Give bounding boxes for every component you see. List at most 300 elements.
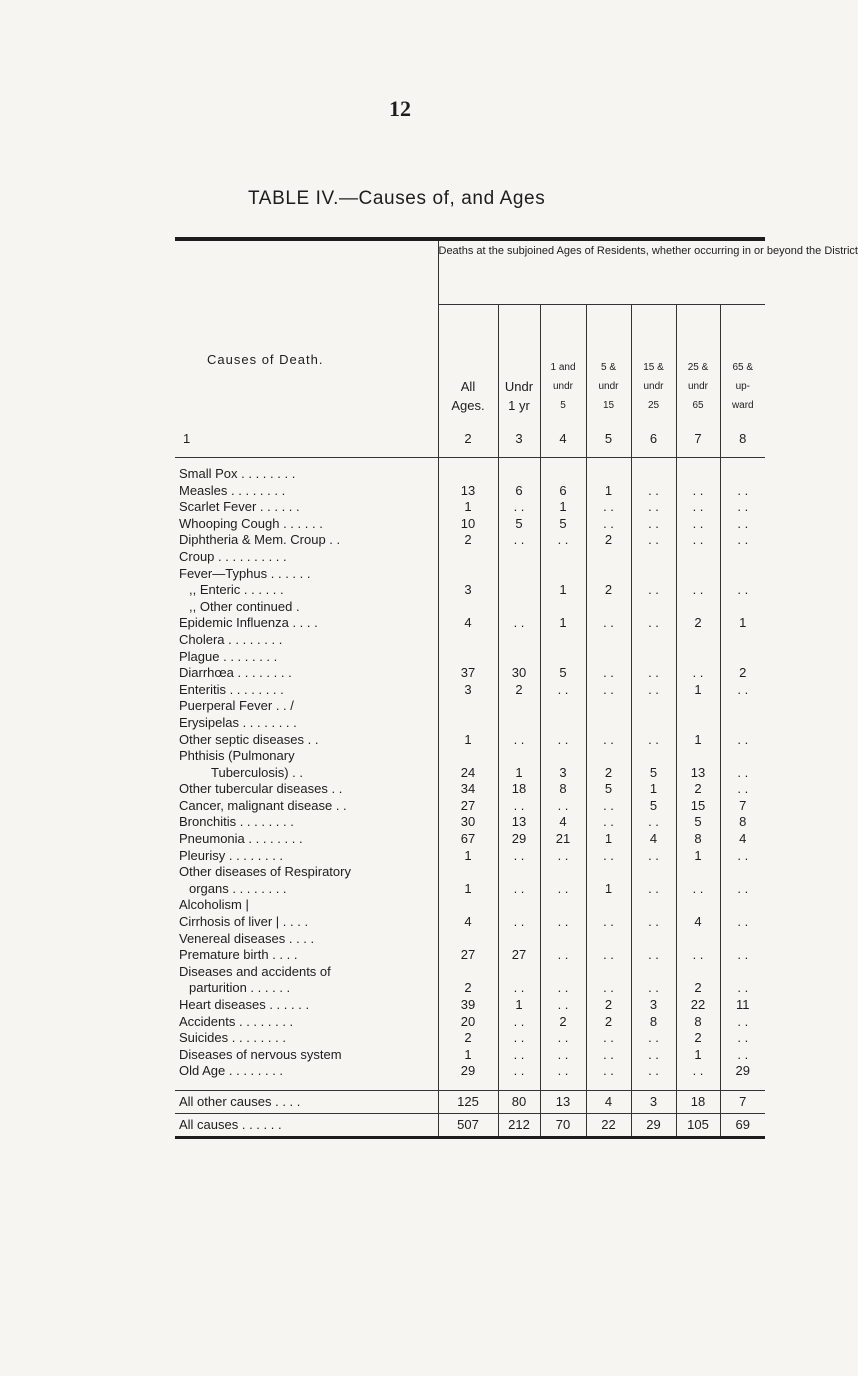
death-count-cell [676, 698, 720, 715]
death-count-cell: . . [631, 516, 676, 533]
column-number: 6 [631, 421, 676, 458]
death-count-cell: 5 [540, 665, 586, 682]
causes-header: Causes of Death. [207, 352, 324, 368]
cause-name: Epidemic Influenza . . . . [179, 615, 318, 631]
death-count-cell: 1 [540, 582, 586, 599]
column-number: 4 [540, 421, 586, 458]
death-count-cell: . . [676, 516, 720, 533]
column-number: 1 [175, 421, 438, 458]
death-count-cell: . . [540, 732, 586, 749]
table-row [175, 748, 765, 765]
column-header [720, 305, 765, 422]
death-count-cell: . . [586, 814, 631, 831]
cause-name: ,, Enteric . . . . . . [189, 582, 284, 598]
death-count-cell: . . [540, 881, 586, 898]
death-count-cell [498, 748, 540, 765]
table-row [175, 499, 765, 516]
table-row [175, 632, 765, 649]
death-count-cell: 3 [631, 997, 676, 1014]
death-count-cell: 8 [720, 814, 765, 831]
death-count-cell: . . [586, 615, 631, 632]
death-count-cell [631, 748, 676, 765]
column-header-line: Undr [504, 379, 534, 394]
death-count-cell [586, 599, 631, 616]
death-count-cell: . . [498, 499, 540, 516]
death-count-cell [676, 599, 720, 616]
cause-name: Fever—Typhus . . . . . . [179, 565, 311, 581]
death-count-cell: . . [631, 980, 676, 997]
death-count-cell: 30 [438, 814, 498, 831]
death-count-cell: 34 [438, 781, 498, 798]
death-count-cell: 8 [540, 781, 586, 798]
death-count-cell: . . [676, 483, 720, 500]
death-count-cell: 1 [676, 1047, 720, 1064]
death-count-cell [438, 715, 498, 732]
death-count-cell: . . [498, 848, 540, 865]
death-count-cell: 69 [720, 1113, 765, 1136]
death-count-cell: . . [540, 532, 586, 549]
death-count-cell: 1 [438, 1047, 498, 1064]
death-count-cell [540, 964, 586, 981]
death-count-cell: 7 [720, 1090, 765, 1113]
death-count-cell: . . [720, 881, 765, 898]
column-header-line: All [460, 379, 476, 394]
death-count-cell: 507 [438, 1113, 498, 1136]
column-number: 8 [720, 421, 765, 458]
cause-name: Enteritis . . . . . . . . [179, 681, 284, 697]
cause-name: Scarlet Fever . . . . . . [179, 499, 300, 515]
column-header-row [175, 305, 765, 422]
death-count-cell: . . [540, 914, 586, 931]
death-count-cell: . . [676, 1063, 720, 1080]
death-count-cell [631, 864, 676, 881]
death-count-cell: 125 [438, 1090, 498, 1113]
death-count-cell: 7 [720, 798, 765, 815]
table-row [175, 848, 765, 865]
death-count-cell: . . [540, 1063, 586, 1080]
death-count-cell: 212 [498, 1113, 540, 1136]
death-count-cell: 4 [438, 914, 498, 931]
table-row [175, 682, 765, 699]
death-count-cell: . . [631, 947, 676, 964]
death-count-cell [586, 466, 631, 483]
death-count-cell: . . [631, 532, 676, 549]
death-count-cell [540, 748, 586, 765]
column-number: 3 [498, 421, 540, 458]
death-count-cell: . . [720, 1014, 765, 1031]
death-count-cell: 2 [438, 980, 498, 997]
death-count-cell: 22 [586, 1113, 631, 1136]
death-count-cell [438, 649, 498, 666]
death-count-cell: 6 [540, 483, 586, 500]
death-count-cell: . . [720, 1047, 765, 1064]
death-count-cell: . . [498, 980, 540, 997]
super-header-row [175, 241, 765, 305]
table-row [175, 516, 765, 533]
death-count-cell: . . [720, 516, 765, 533]
death-count-cell: 70 [540, 1113, 586, 1136]
column-header-line: undr [598, 381, 619, 392]
death-count-cell: 105 [676, 1113, 720, 1136]
death-count-cell: 29 [498, 831, 540, 848]
death-count-cell: 5 [540, 516, 586, 533]
death-count-cell: . . [498, 1063, 540, 1080]
super-header: Deaths at the subjoined Ages of Residents, whether occurring in or beyond the District [438, 241, 765, 305]
column-header-line: ward [731, 400, 754, 411]
death-count-cell [586, 931, 631, 948]
death-count-cell [540, 599, 586, 616]
cause-name: Phthisis (Pulmonary [179, 748, 295, 764]
death-count-cell [676, 897, 720, 914]
death-count-cell [438, 964, 498, 981]
death-count-cell: . . [631, 682, 676, 699]
table-row [175, 947, 765, 964]
death-count-cell [540, 698, 586, 715]
column-header-line: up- [735, 381, 751, 392]
death-count-cell: . . [720, 483, 765, 500]
death-count-cell [438, 897, 498, 914]
death-count-cell: . . [631, 665, 676, 682]
table-row [175, 997, 765, 1014]
death-count-cell: 2 [438, 532, 498, 549]
cause-name: Puerperal Fever . . / [179, 698, 294, 714]
death-count-cell: 1 [438, 848, 498, 865]
death-count-cell: 29 [720, 1063, 765, 1080]
death-count-cell: . . [720, 848, 765, 865]
cause-name: Diarrhœa . . . . . . . . [179, 665, 292, 681]
death-count-cell [540, 715, 586, 732]
death-count-cell: . . [586, 665, 631, 682]
death-count-cell: . . [586, 914, 631, 931]
death-count-cell: . . [586, 1063, 631, 1080]
death-count-cell: . . [586, 1047, 631, 1064]
death-count-cell: 1 [676, 732, 720, 749]
table-row [175, 831, 765, 848]
death-count-cell: . . [720, 947, 765, 964]
death-count-cell [540, 566, 586, 583]
death-count-cell: 1 [586, 881, 631, 898]
table-row [175, 566, 765, 583]
death-count-cell: . . [586, 499, 631, 516]
death-count-cell: . . [631, 732, 676, 749]
death-count-cell: 80 [498, 1090, 540, 1113]
death-count-cell: 29 [631, 1113, 676, 1136]
death-count-cell: 2 [676, 781, 720, 798]
death-count-cell [631, 698, 676, 715]
death-count-cell [498, 864, 540, 881]
death-count-cell: . . [540, 682, 586, 699]
death-count-cell [720, 466, 765, 483]
death-count-cell: 3 [438, 582, 498, 599]
death-count-cell: 2 [586, 582, 631, 599]
table-row [175, 665, 765, 682]
death-count-cell: 2 [586, 532, 631, 549]
death-count-cell: 2 [676, 980, 720, 997]
death-count-cell [438, 599, 498, 616]
death-count-cell: 15 [676, 798, 720, 815]
death-count-cell: . . [540, 798, 586, 815]
death-count-cell [438, 632, 498, 649]
table-row [175, 732, 765, 749]
death-count-cell [540, 632, 586, 649]
death-count-cell: 10 [438, 516, 498, 533]
column-header-line: 1 and [550, 362, 576, 373]
column-header-line: 25 & [687, 362, 709, 373]
death-count-cell [720, 549, 765, 566]
death-count-cell: 20 [438, 1014, 498, 1031]
death-count-cell: . . [720, 980, 765, 997]
cause-name: All causes . . . . . . [175, 1113, 438, 1136]
death-count-cell: 1 [498, 765, 540, 782]
death-count-cell [631, 649, 676, 666]
death-count-cell: . . [676, 582, 720, 599]
death-count-cell: . . [720, 1030, 765, 1047]
death-count-cell [720, 897, 765, 914]
column-header-line: 5 [560, 400, 566, 411]
cause-name: Venereal diseases . . . . [179, 930, 315, 946]
death-count-cell [540, 864, 586, 881]
table-title: TABLE IV.—Causes of, and Ages [248, 188, 546, 209]
table-row [175, 582, 765, 599]
death-count-cell [631, 566, 676, 583]
cause-name: Other diseases of Respiratory [179, 864, 351, 880]
death-count-cell: 27 [438, 798, 498, 815]
death-count-cell: . . [720, 781, 765, 798]
death-count-cell: 1 [586, 831, 631, 848]
death-count-cell: 2 [498, 682, 540, 699]
death-count-cell: 1 [631, 781, 676, 798]
death-count-cell [498, 931, 540, 948]
death-count-cell [586, 698, 631, 715]
table-row [175, 615, 765, 632]
death-count-cell: . . [586, 980, 631, 997]
death-count-cell [676, 566, 720, 583]
death-count-cell [676, 864, 720, 881]
death-count-cell [540, 897, 586, 914]
column-number-row [175, 421, 765, 458]
death-count-cell [540, 931, 586, 948]
column-header-line: 1 yr [508, 398, 530, 413]
death-count-cell: 2 [586, 765, 631, 782]
table-row [175, 814, 765, 831]
death-count-cell: . . [498, 1014, 540, 1031]
table-row [175, 483, 765, 500]
death-count-cell [631, 964, 676, 981]
death-count-cell: . . [586, 516, 631, 533]
death-count-cell: . . [631, 499, 676, 516]
death-count-cell: 2 [586, 1014, 631, 1031]
death-count-cell: 3 [540, 765, 586, 782]
death-count-cell [498, 466, 540, 483]
death-count-cell [720, 931, 765, 948]
death-count-cell: . . [720, 765, 765, 782]
table-row [175, 781, 765, 798]
cause-name: parturition . . . . . . [189, 980, 291, 996]
table-row [175, 798, 765, 815]
death-count-cell: . . [498, 798, 540, 815]
death-count-cell: . . [540, 947, 586, 964]
death-count-cell [631, 632, 676, 649]
column-header-line: undr [643, 381, 664, 392]
table-row [175, 698, 765, 715]
death-count-cell: . . [720, 914, 765, 931]
death-count-cell [498, 566, 540, 583]
column-header-line: 15 & [643, 362, 664, 373]
death-count-cell: . . [540, 997, 586, 1014]
cause-name: Pneumonia . . . . . . . . [179, 831, 303, 847]
death-count-cell: 1 [676, 848, 720, 865]
spacer-row [175, 1080, 765, 1091]
death-count-cell [586, 864, 631, 881]
death-count-cell: . . [540, 980, 586, 997]
death-count-cell: . . [586, 1030, 631, 1047]
death-count-cell: . . [586, 947, 631, 964]
death-count-cell: 5 [676, 814, 720, 831]
death-count-cell: . . [676, 947, 720, 964]
death-count-cell: 4 [586, 1090, 631, 1113]
death-count-cell: . . [540, 1030, 586, 1047]
death-count-cell: . . [631, 1063, 676, 1080]
death-count-cell: . . [498, 1030, 540, 1047]
death-count-cell [498, 549, 540, 566]
death-count-cell: . . [676, 881, 720, 898]
cause-name: Diseases of nervous system [179, 1046, 342, 1062]
death-count-cell: 24 [438, 765, 498, 782]
cause-name: Accidents . . . . . . . . [179, 1013, 294, 1029]
death-count-cell: 1 [438, 881, 498, 898]
death-count-cell [720, 632, 765, 649]
cause-name: Plague . . . . . . . . [179, 648, 278, 664]
table-row [175, 964, 765, 981]
death-count-cell [540, 549, 586, 566]
table-row [175, 532, 765, 549]
death-count-cell [586, 964, 631, 981]
column-number: 7 [676, 421, 720, 458]
death-count-cell: 8 [676, 831, 720, 848]
death-count-cell [631, 549, 676, 566]
death-count-cell [438, 698, 498, 715]
death-count-cell: . . [631, 1030, 676, 1047]
cause-name: Heart diseases . . . . . . [179, 997, 310, 1012]
death-count-cell [676, 715, 720, 732]
table-row [175, 1047, 765, 1064]
death-count-cell: . . [498, 532, 540, 549]
table-row [175, 1030, 765, 1047]
other-causes-row [175, 1090, 765, 1113]
all-causes-row [175, 1113, 765, 1136]
column-header-line: 65 [692, 400, 704, 411]
death-count-cell: 11 [720, 997, 765, 1014]
death-count-cell: 1 [586, 483, 631, 500]
death-count-cell: . . [720, 499, 765, 516]
death-count-cell [631, 931, 676, 948]
cause-name: Suicides . . . . . . . . [179, 1030, 286, 1046]
death-count-cell [498, 599, 540, 616]
death-count-cell: 3 [631, 1090, 676, 1113]
death-count-cell [586, 715, 631, 732]
column-number: 2 [438, 421, 498, 458]
death-count-cell [676, 964, 720, 981]
column-header-line: undr [687, 381, 708, 392]
death-count-cell: 1 [720, 615, 765, 632]
cause-name: Premature birth . . . . [179, 947, 298, 963]
death-count-cell: . . [720, 682, 765, 699]
cause-name: Cancer, malignant disease . . [179, 797, 347, 813]
death-count-cell [676, 649, 720, 666]
death-count-cell: 1 [438, 732, 498, 749]
column-header [631, 305, 676, 422]
death-count-cell: . . [540, 1047, 586, 1064]
table-row [175, 715, 765, 732]
cause-name: Diseases and accidents of [179, 963, 331, 979]
cause-name: Small Pox . . . . . . . . [179, 466, 296, 481]
table-row [175, 599, 765, 616]
death-count-cell [498, 715, 540, 732]
cause-name: Other septic diseases . . [179, 731, 319, 747]
death-count-cell: . . [720, 582, 765, 599]
cause-name: Cholera . . . . . . . . [179, 631, 283, 647]
cause-name: Cirrhosis of liver | . . . . [179, 914, 309, 930]
table-row [175, 466, 765, 483]
column-header [540, 305, 586, 422]
death-count-cell: . . [631, 881, 676, 898]
table-row [175, 1014, 765, 1031]
death-count-cell: . . [631, 582, 676, 599]
table-row [175, 897, 765, 914]
death-count-cell: 13 [438, 483, 498, 500]
death-count-cell [720, 864, 765, 881]
death-count-cell: 27 [438, 947, 498, 964]
death-count-cell [586, 897, 631, 914]
death-count-cell [586, 649, 631, 666]
death-count-cell [631, 466, 676, 483]
death-count-cell: 21 [540, 831, 586, 848]
cause-name: Bronchitis . . . . . . . . [179, 814, 294, 830]
cause-name: Croup . . . . . . . . . . [179, 548, 287, 564]
death-count-cell: 5 [631, 765, 676, 782]
death-count-cell: . . [586, 848, 631, 865]
death-count-cell [720, 748, 765, 765]
death-count-cell [586, 632, 631, 649]
cause-name: Erysipelas . . . . . . . . [179, 714, 297, 730]
death-count-cell: . . [631, 483, 676, 500]
causes-of-death-table [175, 241, 858, 1136]
cause-name: All other causes . . . . [175, 1090, 438, 1113]
causes-of-death-table-frame [175, 237, 858, 1139]
table-row [175, 1063, 765, 1080]
cause-name: Pleurisy . . . . . . . . [179, 847, 284, 863]
death-count-cell: 4 [631, 831, 676, 848]
death-count-cell [586, 748, 631, 765]
death-count-cell [720, 698, 765, 715]
death-count-cell: . . [498, 615, 540, 632]
death-count-cell: . . [586, 798, 631, 815]
death-count-cell [438, 566, 498, 583]
death-count-cell [498, 698, 540, 715]
death-count-cell: 4 [540, 814, 586, 831]
death-count-cell: 1 [676, 682, 720, 699]
death-count-cell: 30 [498, 665, 540, 682]
cause-name: ,, Other continued . [189, 598, 300, 614]
column-header-line: 15 [602, 400, 615, 411]
death-count-cell [498, 964, 540, 981]
death-count-cell [498, 649, 540, 666]
death-count-cell: . . [498, 914, 540, 931]
death-count-cell: . . [631, 615, 676, 632]
death-count-cell: 13 [540, 1090, 586, 1113]
death-count-cell [720, 964, 765, 981]
column-number: 5 [586, 421, 631, 458]
